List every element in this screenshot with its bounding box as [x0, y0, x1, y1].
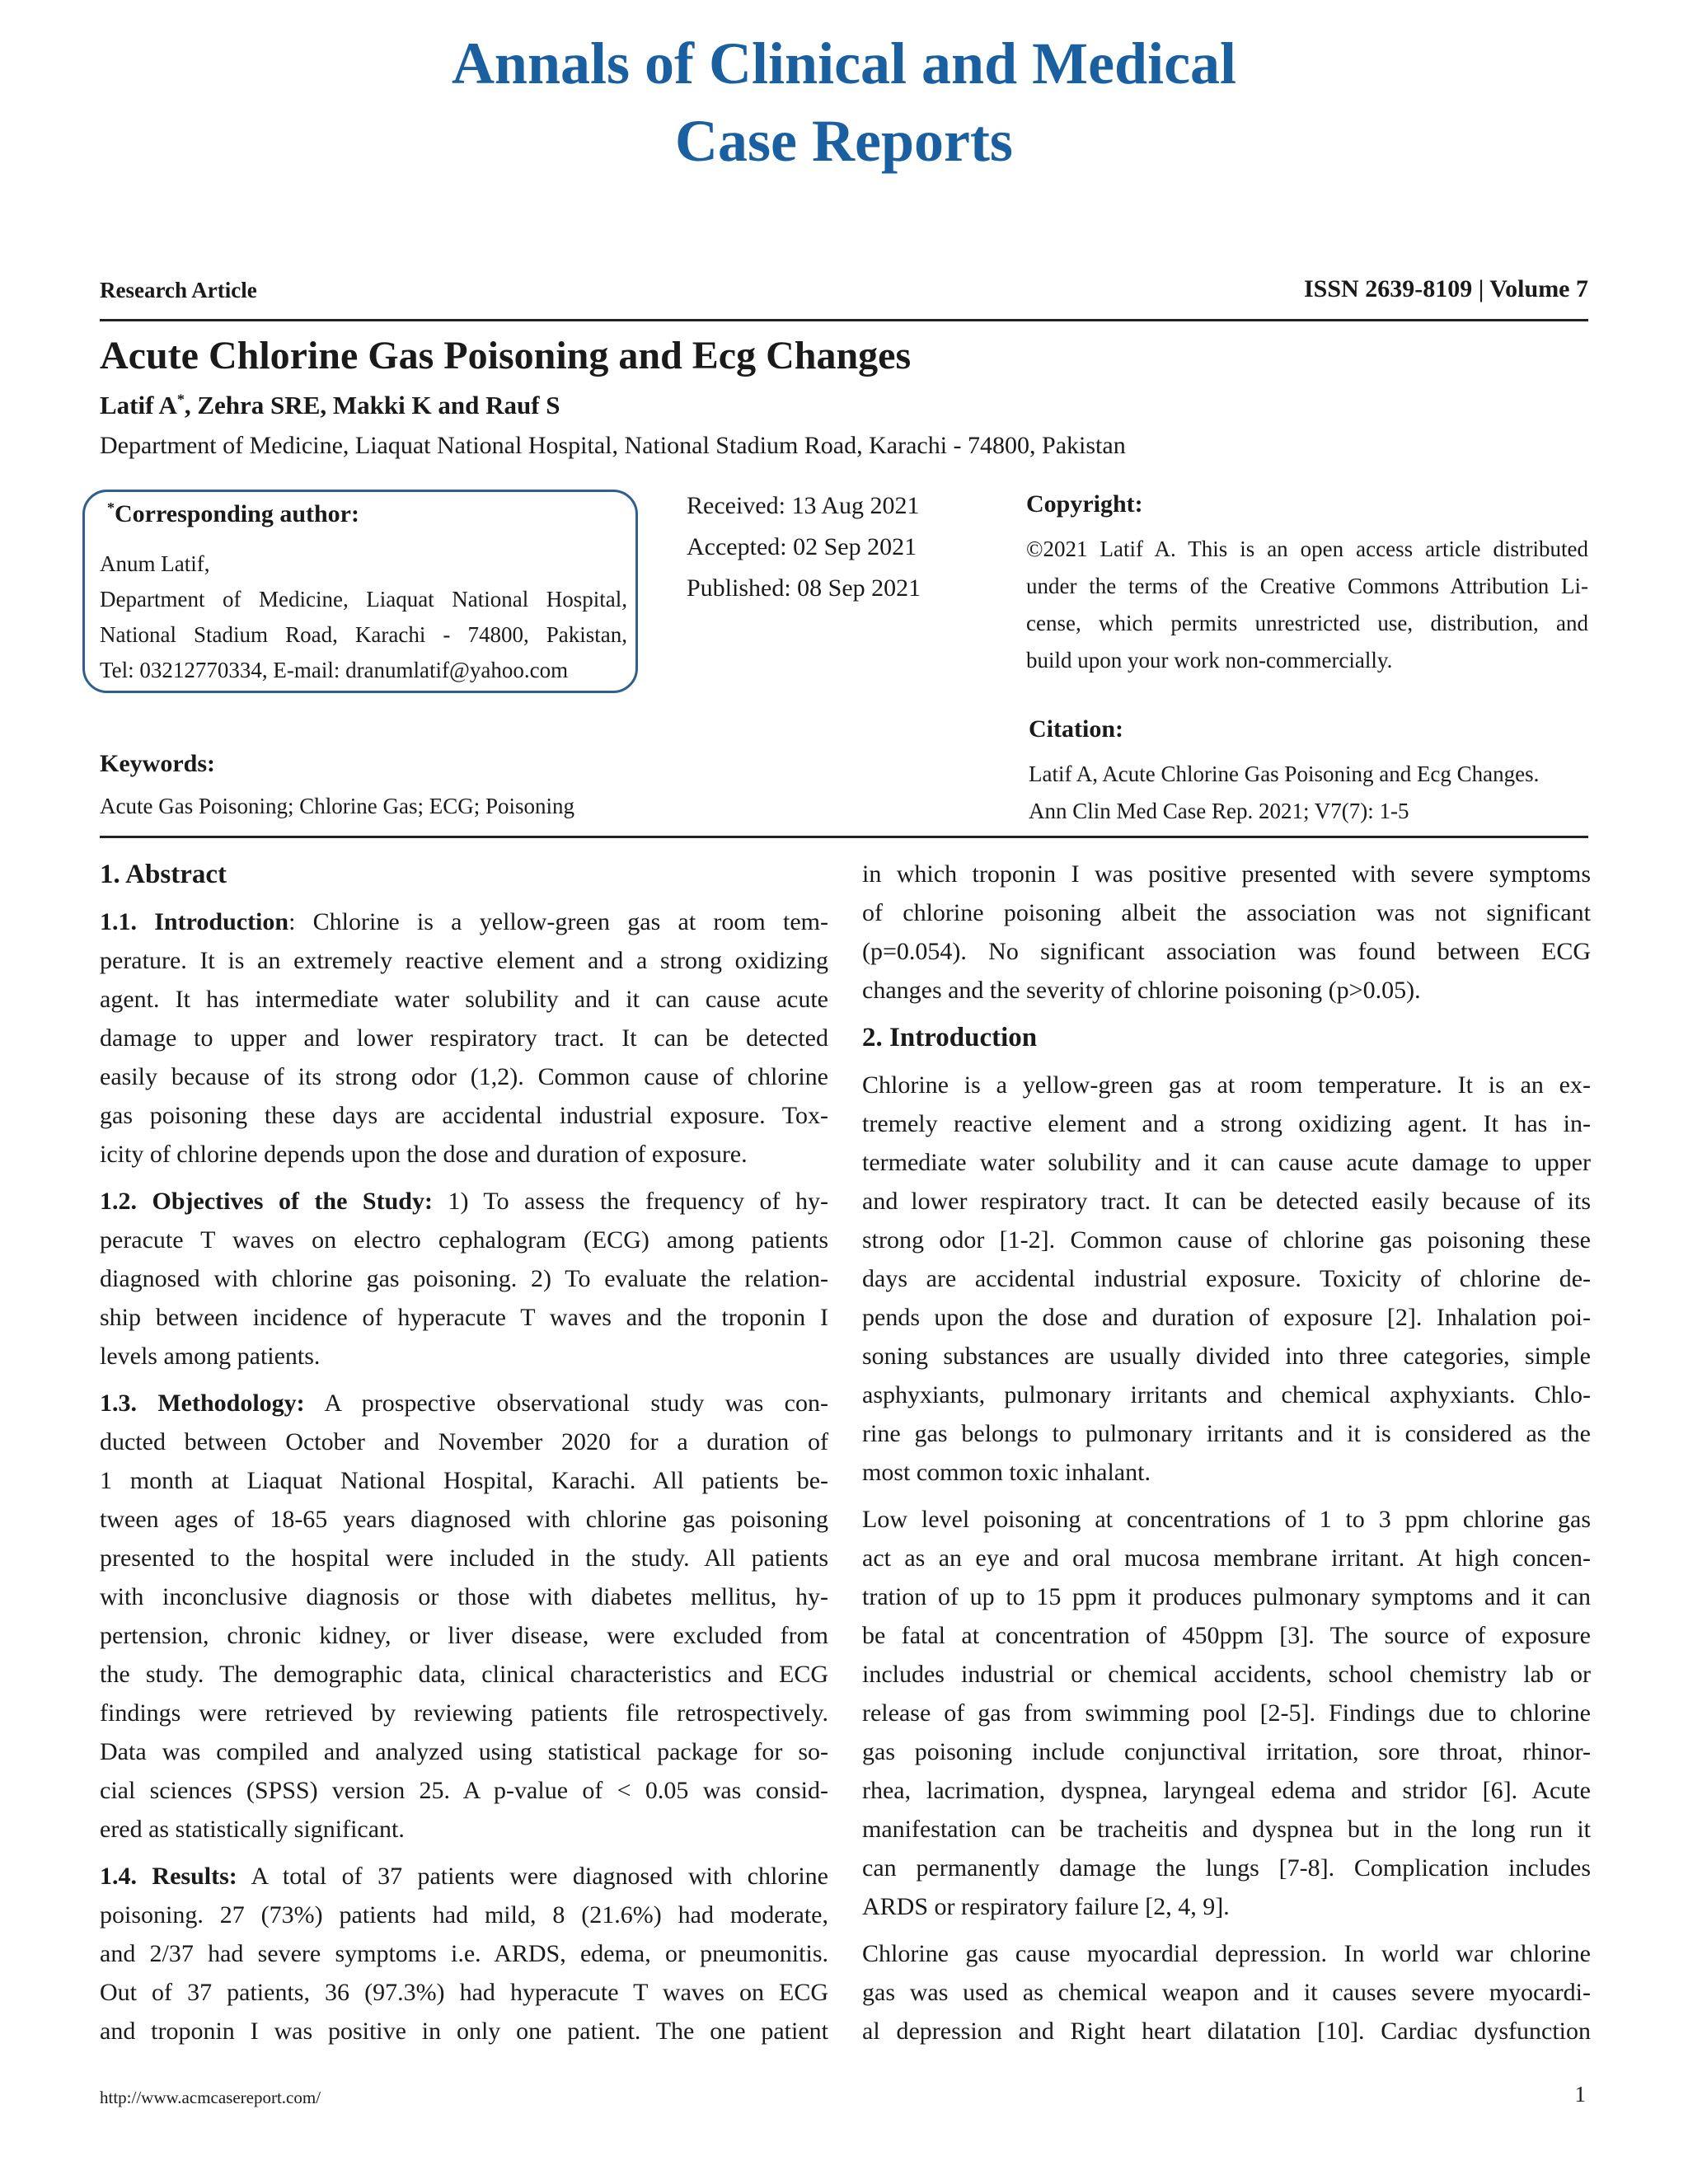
abstract-heading: 1. Abstract — [100, 860, 227, 889]
copyright-line: cense, which permits unrestricted use, distribution, and — [1026, 611, 1588, 635]
copyright-text — [1026, 531, 1588, 679]
author-rest: , Zehra SRE, Makki K and Rauf S — [184, 391, 560, 419]
introduction-paragraph-3: Chlorine gas cause myocardial depression. In world war chlorine gas was used as chemical weapon and it causes severe myocardi- al depression and Right heart dilatation [10]. Cardiac dysfunction — [862, 1940, 1591, 2045]
corr-line: National Stadium Road, Karachi - 74800, Pakistan, — [100, 622, 627, 647]
section-label: 1.1. Introduction — [100, 908, 289, 935]
section-label: 1.4. Results: — [100, 1863, 237, 1890]
corr-line: Tel: 03212770334, E-mail: dranumlatif@yahoo.com — [100, 658, 569, 682]
citation-heading: Citation: — [1029, 715, 1123, 743]
section-label: 1.2. Objectives of the Study: — [100, 1188, 433, 1215]
section-label: 1.3. Methodology: — [100, 1390, 305, 1417]
issn-volume: ISSN 2639-8109 | Volume 7 — [1304, 275, 1588, 302]
article-dates — [687, 485, 921, 609]
left-column — [100, 855, 828, 2059]
introduction-paragraph-1: Chlorine is a yellow-green gas at room temperature. It is an ex- tremely reactive element and a strong oxidizing agent. It has in- termediate water solubility and it can cause acute damage to upper and lower respiratory tract. It can be detected easily because of its strong odor [1-2]. Common cause of chlorine gas poisoning these days are accidental industrial exposure. Toxicity of chlorine de- pends upon the dose and duration of exposure [2]. Inhalation poi- soning substances are usually divided into three categories, simple asphyxiants, pulmonary irritants and chemical axphyxiants. Chlo- rine gas belongs to pulmonary irritants and it is considered as the most common toxic inhalant. — [862, 1071, 1591, 1486]
corr-mark: * — [107, 499, 115, 516]
keywords-heading: Keywords: — [100, 750, 215, 777]
author-first: Latif A — [100, 391, 177, 419]
page-number: 1 — [1574, 2082, 1586, 2107]
abstract-results-continued: in which troponin I was positive presented with severe symptoms of chlorine poisoning albeit the association was not significant (p=0.054). No significant association was found between ECG changes and the severity of chlorine poisoning (p>0.05). — [862, 860, 1591, 1004]
citation-line: Ann Clin Med Case Rep. 2021; V7(7): 1-5 — [1029, 799, 1409, 823]
right-column — [862, 855, 1591, 2059]
citation-line: Latif A, Acute Chlorine Gas Poisoning and Ecg Changes. — [1029, 762, 1540, 786]
received-date: Received: 13 Aug 2021 — [687, 492, 920, 519]
front-matter-divider — [100, 836, 1588, 838]
abstract-methodology: 1.3. Methodology: A prospective observational study was con- ducted between October and November 2020 for a duration of 1 month at Liaquat National Hospital, Karachi. All patients be- tween ages of 18-65 years diagnosed with chlorine gas poisoning presented to the hospital were included in the study. All patients with inconclusive diagnosis or those with diabetes mellitus, hy- pertension, chronic kidney, or liver disease, were excluded from the study. The demographic data, clinical characteristics and ECG findings were retrieved by reviewing patients file retrospectively. Data was compiled and analyzed using statistical package for so- cial sciences (SPSS) version 25. A p-value of < 0.05 was consid- ered as statistically significant. — [100, 1390, 828, 1843]
copyright-line: ©2021 Latif A. This is an open access article distributed — [1026, 537, 1588, 561]
journal-title-line2: Case Reports — [675, 108, 1013, 174]
corr-line: Department of Medicine, Liaquat National Hospital, — [100, 587, 627, 612]
article-type: Research Article — [100, 278, 257, 302]
abstract-results: 1.4. Results: A total of 37 patients were diagnosed with chlorine poisoning. 27 (73%) patients had mild, 8 (21.6%) had moderate, and 2/37 had severe symptoms i.e. ARDS, edema, or pneumonitis. Out of 37 patients, 36 (97.3%) had hyperacute T waves on ECG and troponin I was positive in only one patient. The one patient — [100, 1863, 828, 2045]
author-mark: * — [176, 391, 185, 408]
introduction-heading: 2. Introduction — [862, 1023, 1038, 1052]
copyright-heading: Copyright: — [1026, 490, 1143, 518]
corresponding-author-details — [100, 546, 627, 688]
footer-url[interactable]: http://www.acmcasereport.com/ — [100, 2088, 321, 2107]
copyright-line: build upon your work non-commercially. — [1026, 648, 1393, 673]
accepted-date: Accepted: 02 Sep 2021 — [687, 533, 917, 560]
abstract-objectives: 1.2. Objectives of the Study: 1) To assess the frequency of hy- peracute T waves on electro cephalogram (ECG) among patients diagnosed with chlorine gas poisoning. 2) To evaluate the relation- ship between incidence of hyperacute T waves and the troponin I levels among patients. — [100, 1188, 828, 1370]
journal-title — [0, 25, 1688, 180]
citation-text — [1029, 756, 1539, 830]
copyright-line: under the terms of the Creative Commons Attribution Li- — [1026, 574, 1588, 598]
corresponding-author-heading: *Corresponding author: — [107, 499, 359, 527]
abstract-introduction: 1.1. Introduction: Chlorine is a yellow-green gas at room tem- perature. It is an extremely reactive element and a strong oxidizing agent. It has intermediate water solubility and it can cause acute damage to upper and lower respiratory tract. It can be detected easily because of its strong odor (1,2). Common cause of chlorine gas poisoning these days are accidental industrial exposure. Tox- icity of chlorine depends upon the dose and duration of exposure. — [100, 908, 828, 1168]
corr-line: Anum Latif, — [100, 551, 210, 576]
published-date: Published: 08 Sep 2021 — [687, 574, 921, 602]
header-divider — [100, 319, 1588, 321]
article-title: Acute Chlorine Gas Poisoning and Ecg Changes — [100, 334, 912, 377]
authors — [100, 391, 560, 420]
affiliation: Department of Medicine, Liaquat National Hospital, National Stadium Road, Karachi - 74800, Pakistan — [100, 432, 1126, 459]
introduction-paragraph-2: Low level poisoning at concentrations of 1 to 3 ppm chlorine gas act as an eye and oral mucosa membrane irritant. At high concen- tration of up to 15 ppm it produces pulmonary symptoms and it can be fatal at concentration of 450ppm [3]. The source of exposure includes industrial or chemical accidents, school chemistry lab or release of gas from swimming pool [2-5]. Findings due to chlorine gas poisoning include conjunctival irritation, sore throat, rhinor- rhea, lacrimation, dyspnea, laryngeal edema and stridor [6]. Acute manifestation can be tracheitis and dyspnea but in the long run it can permanently damage the lungs [7-8]. Complication includes ARDS or respiratory failure [2, 4, 9]. — [862, 1506, 1591, 1920]
keywords-text: Acute Gas Poisoning; Chlorine Gas; ECG; Poisoning — [100, 794, 574, 818]
journal-title-line1: Annals of Clinical and Medical — [451, 30, 1237, 96]
